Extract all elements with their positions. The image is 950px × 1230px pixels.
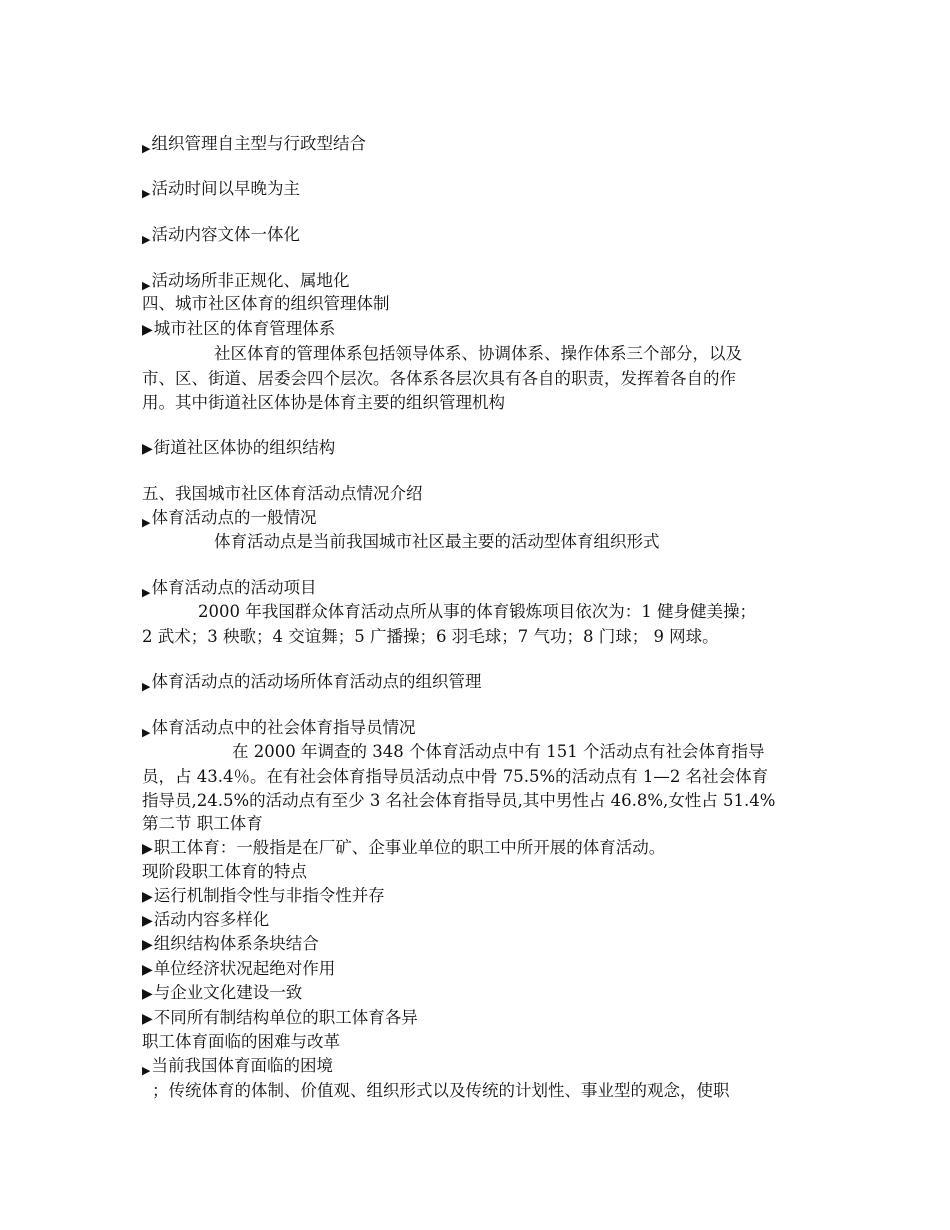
section-heading: 职工体育面临的困难与改革: [142, 1032, 340, 1051]
bullet-text: 活动内容文体一体化: [151, 225, 300, 244]
bullet-text: 活动场所非正规化、属地化: [151, 271, 350, 290]
bullet-item: [142, 670, 481, 699]
triangle-bullet-icon: ▶: [142, 680, 151, 693]
triangle-bullet-icon: ▶: [142, 1011, 153, 1027]
paragraph-line: 在 2000 年调查的 348 个体育活动点中有 151 个活动点有社会体育指导: [232, 742, 765, 761]
triangle-bullet-icon: ▶: [142, 937, 153, 953]
bullet-item: [142, 177, 300, 206]
triangle-bullet-icon: ▶: [142, 841, 153, 857]
bullet-text: 城市社区的体育管理体系: [153, 319, 336, 338]
triangle-bullet-icon: ▶: [142, 516, 151, 529]
bullet-text: 与企业文化建设一致: [153, 983, 303, 1002]
paragraph-line: 2 武术；3 秧歌；4 交谊舞；5 广播操；6 羽毛球；7 气功；8 门球； 9 网球。: [142, 627, 719, 646]
triangle-bullet-icon: ▶: [142, 1064, 151, 1077]
bullet-item: [142, 981, 302, 1006]
paragraph-line: 市、区、街道、居委会四个层次。各体系各层次具有各自的职责，发挥着各自的作: [142, 369, 736, 388]
paragraph-line: 员，占 43.4％。在有社会体育指导员活动点中骨 75.5%的活动点有 1—2 名社会体育: [142, 767, 769, 786]
bullet-item: [142, 1006, 418, 1031]
triangle-bullet-icon: ▶: [142, 441, 153, 457]
triangle-bullet-icon: ▶: [142, 322, 153, 338]
bullet-text: 运行机制指令性与非指令性并存: [153, 886, 385, 905]
bullet-item: [142, 908, 269, 933]
section-heading: 第二节 职工体育: [142, 814, 263, 833]
bullet-item: [142, 957, 335, 982]
paragraph-line: 体育活动点是当前我国城市社区最主要的活动型体育组织形式: [214, 532, 660, 551]
bullet-text: 活动时间以早晚为主: [151, 179, 300, 198]
section-heading: 五、我国城市社区体育活动点情况介绍: [142, 484, 423, 503]
section-heading: 现阶段职工体育的特点: [142, 862, 307, 881]
triangle-bullet-icon: ▶: [142, 187, 151, 200]
triangle-bullet-icon: ▶: [142, 142, 151, 155]
bullet-text: 体育活动点的活动场所体育活动点的组织管理: [151, 672, 482, 691]
paragraph-line: 2000 年我国群众体育活动点所从事的体育锻炼项目依次为：1 健身健美操；: [198, 602, 756, 621]
paragraph-line: ；传统体育的体制、价值观、组织形式以及传统的计划性、事业型的观念，使职: [152, 1081, 730, 1100]
bullet-text: 体育活动点的一般情况: [151, 508, 317, 527]
bullet-text: 体育活动点中的社会体育指导员情况: [151, 718, 416, 737]
bullet-item: [142, 436, 335, 461]
paragraph-line: 用。其中街道社区体协是体育主要的组织管理机构: [142, 393, 505, 412]
bullet-text: 街道社区体协的组织结构: [153, 438, 336, 457]
triangle-bullet-icon: ▶: [142, 913, 153, 929]
triangle-bullet-icon: ▶: [142, 962, 153, 978]
triangle-bullet-icon: ▶: [142, 586, 151, 599]
section-heading: 四、城市社区体育的组织管理体制: [142, 294, 390, 313]
paragraph-line: 指导员,24.5%的活动点有至少 3 名社会体育指导员,其中男性占 46.8%,女性占 51.4%: [142, 791, 776, 810]
triangle-bullet-icon: ▶: [142, 233, 151, 246]
triangle-bullet-icon: ▶: [142, 726, 151, 739]
triangle-bullet-icon: ▶: [142, 279, 151, 292]
bullet-item: [142, 223, 300, 252]
bullet-text: 单位经济状况起绝对作用: [153, 959, 336, 978]
bullet-item: [142, 836, 665, 861]
bullet-text: 体育活动点的活动项目: [151, 578, 317, 597]
bullet-text: 当前我国体育面临的困境: [151, 1056, 333, 1075]
bullet-item: [142, 884, 385, 909]
bullet-item: [142, 317, 335, 342]
bullet-text: 不同所有制结构单位的职工体育各异: [153, 1008, 418, 1027]
bullet-text: 活动内容多样化: [153, 910, 270, 929]
bullet-text: 组织管理自主型与行政型结合: [151, 134, 366, 153]
triangle-bullet-icon: ▶: [142, 889, 153, 905]
bullet-item: [142, 132, 366, 161]
triangle-bullet-icon: ▶: [142, 986, 153, 1002]
paragraph-line: 社区体育的管理体系包括领导体系、协调体系、操作体系三个部分，以及: [214, 344, 742, 363]
bullet-text: 职工体育：一般指是在厂矿、企事业单位的职工中所开展的体育活动。: [153, 838, 666, 857]
bullet-item: [142, 932, 319, 957]
bullet-text: 组织结构体系条块结合: [153, 934, 319, 953]
